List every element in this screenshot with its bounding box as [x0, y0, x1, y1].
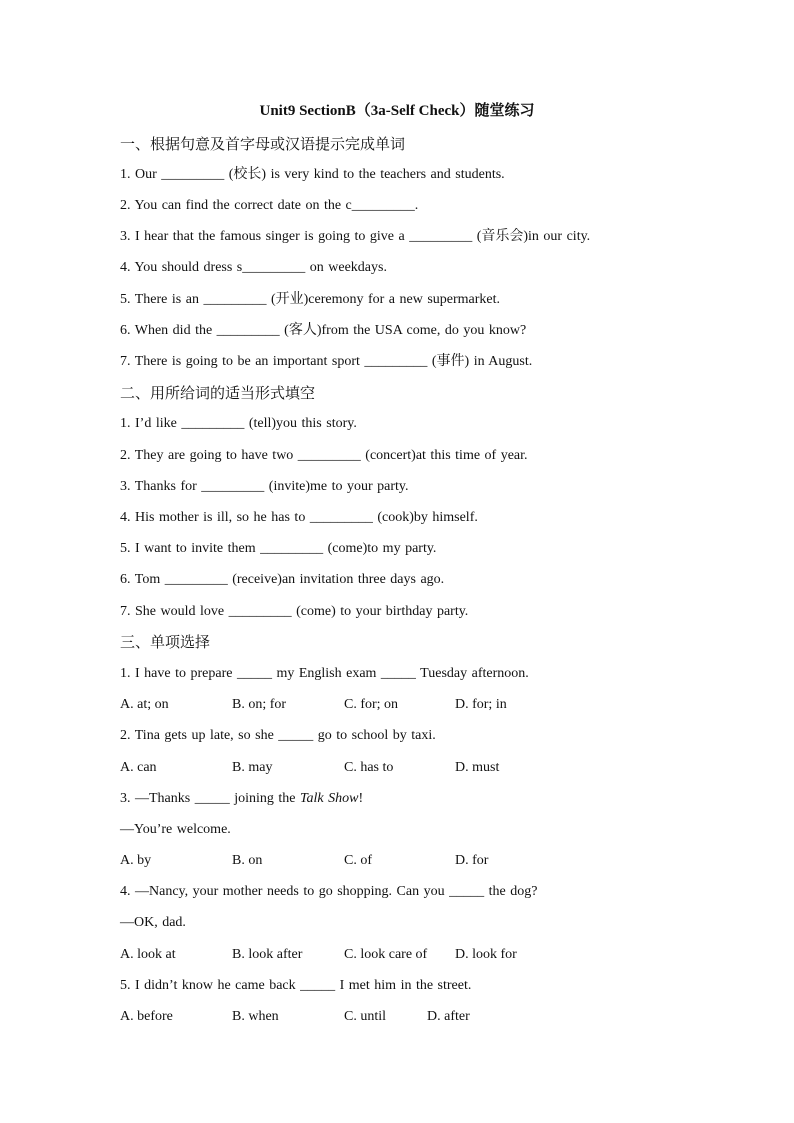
- mc-q2-option-a: A. can: [120, 760, 157, 775]
- mc-q4-option-d: D. look for: [455, 947, 517, 962]
- mc-question-1: 1. I have to prepare _____ my English exam _____ Tuesday afternoon.: [120, 666, 529, 681]
- section-2-heading: 二、用所给词的适当形式填空: [120, 384, 316, 402]
- mc-q3-stem-start: 3. —Thanks _____ joining the: [120, 791, 300, 806]
- mc-question-4: 4. —Nancy, your mother needs to go shopping. Can you _____ the dog?: [120, 884, 538, 899]
- mc-q5-option-c: C. until: [344, 1009, 387, 1024]
- mc-q2-option-b: B. may: [232, 760, 273, 775]
- mc-q1-option-a: A. at; on: [120, 697, 169, 712]
- mc-q3-option-a: A. by: [120, 853, 152, 868]
- mc-q2-option-c: C. has to: [344, 760, 394, 775]
- section-1-item-1: 1. Our _________ (校长) is very kind to the teachers and students.: [120, 167, 505, 182]
- mc-q2-option-d: D. must: [455, 760, 500, 775]
- section-1-item-3: 3. I hear that the famous singer is going to give a _________ (音乐会)in our city.: [120, 229, 591, 244]
- section-2-item-2: 2. They are going to have two _________ (concert)at this time of year.: [120, 448, 528, 463]
- section-2-item-5: 5. I want to invite them _________ (come)to my party.: [120, 541, 437, 556]
- mc-q1-option-c: C. for; on: [344, 697, 399, 712]
- mc-q5-option-d: D. after: [427, 1009, 470, 1024]
- page-title: Unit9 SectionB（3a-Self Check）随堂练习: [259, 103, 535, 119]
- section-1-item-7: 7. There is going to be an important sport _________ (事件) in August.: [120, 354, 533, 369]
- section-1-item-6: 6. When did the _________ (客人)from the USA come, do you know?: [120, 323, 527, 338]
- mc-q4-reply: —OK, dad.: [120, 915, 186, 930]
- mc-q5-option-b: B. when: [232, 1009, 279, 1024]
- mc-q4-option-b: B. look after: [232, 947, 303, 962]
- mc-question-2: 2. Tina gets up late, so she _____ go to school by taxi.: [120, 728, 436, 743]
- section-2-item-6: 6. Tom _________ (receive)an invitation three days ago.: [120, 572, 445, 587]
- mc-q1-option-d: D. for; in: [455, 697, 507, 712]
- mc-q3-reply: —You’re welcome.: [120, 822, 231, 837]
- mc-q3-option-d: D. for: [455, 853, 489, 868]
- mc-q4-option-a: A. look at: [120, 947, 176, 962]
- mc-q5-option-a: A. before: [120, 1009, 173, 1024]
- section-1-item-5: 5. There is an _________ (开业)ceremony for a new supermarket.: [120, 292, 501, 307]
- section-2-item-1: 1. I’d like _________ (tell)you this story.: [120, 416, 357, 431]
- mc-question-3: [120, 790, 363, 808]
- mc-q3-option-b: B. on: [232, 853, 263, 868]
- section-2-item-4: 4. His mother is ill, so he has to _________ (cook)by himself.: [120, 510, 478, 525]
- section-2-item-3: 3. Thanks for _________ (invite)me to your party.: [120, 479, 409, 494]
- mc-q3-stem-end: !: [358, 791, 364, 806]
- section-1-heading: 一、根据句意及首字母或汉语提示完成单词: [120, 135, 406, 153]
- section-1-item-4: 4. You should dress s_________ on weekdays.: [120, 260, 387, 275]
- section-3-heading: 三、单项选择: [120, 633, 211, 651]
- mc-q3-show-name: Talk Show: [300, 791, 359, 806]
- section-1-item-2: 2. You can find the correct date on the c_________.: [120, 198, 419, 213]
- section-2-item-7: 7. She would love _________ (come) to your birthday party.: [120, 604, 469, 619]
- mc-q3-option-c: C. of: [344, 853, 372, 868]
- mc-q1-option-b: B. on; for: [232, 697, 287, 712]
- mc-q4-option-c: C. look care of: [344, 947, 428, 962]
- mc-question-5: 5. I didn’t know he came back _____ I met him in the street.: [120, 978, 472, 993]
